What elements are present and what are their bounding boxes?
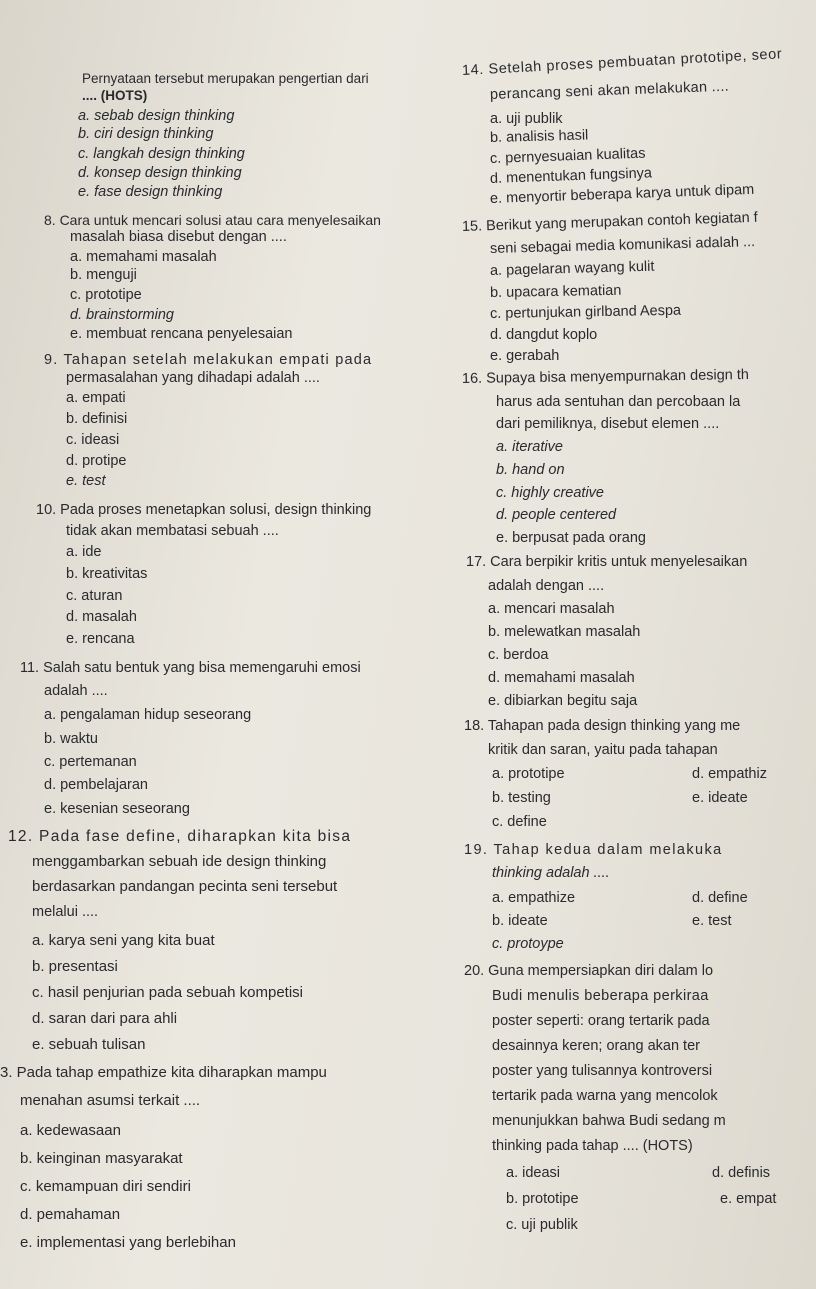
option-c[interactable]: c. protoype (492, 936, 564, 952)
option-d[interactable]: d. brainstorming (70, 307, 174, 323)
question-stem: Pernyataan tersebut merupakan pengertian dari (82, 71, 369, 86)
option-d[interactable]: d. define (692, 890, 748, 906)
option-d[interactable]: d. menentukan fungsinya (489, 165, 653, 187)
option-b[interactable]: b. presentasi (32, 958, 118, 975)
option-a[interactable]: a. memahami masalah (70, 249, 217, 265)
question-stem: perancang seni akan melakukan .... (489, 78, 730, 103)
question-stem: desainnya keren; orang akan ter (492, 1038, 700, 1054)
option-a[interactable]: a. mencari masalah (488, 601, 615, 617)
option-a[interactable]: a. empathize (492, 890, 576, 906)
option-d[interactable]: d. memahami masalah (488, 670, 635, 686)
question-stem: 3. Pada tahap empathize kita diharapkan mampu (0, 1064, 327, 1081)
option-c[interactable]: c. prototipe (70, 287, 142, 303)
option-c[interactable]: c. pernyesuaian kualitas (489, 145, 646, 167)
question-stem: masalah biasa disebut dengan .... (70, 229, 287, 245)
option-a[interactable]: a. iterative (496, 439, 563, 455)
question-stem: thinking adalah .... (492, 865, 610, 881)
option-a[interactable]: a. empati (66, 390, 126, 406)
option-e[interactable]: e. test (692, 913, 732, 929)
option-b[interactable]: b. analisis hasil (489, 127, 589, 146)
question-stem: 20. Guna mempersiapkan diri dalam lo (464, 963, 714, 979)
option-d[interactable]: d. konsep design thinking (78, 165, 242, 181)
option-e[interactable]: e. membuat rencana penyelesaian (70, 326, 293, 342)
option-b[interactable]: b. waktu (44, 731, 98, 747)
option-a[interactable]: a. ideasi (506, 1165, 561, 1181)
option-e[interactable]: e. fase design thinking (78, 184, 223, 200)
option-d[interactable]: d. pemahaman (20, 1206, 121, 1223)
question-stem: 17. Cara berpikir kritis untuk menyelesaikan (466, 554, 748, 570)
option-d[interactable]: d. definis (712, 1165, 771, 1181)
question-stem: 12. Pada fase define, diharapkan kita bisa (8, 828, 352, 845)
option-b[interactable]: b. kreativitas (66, 566, 148, 582)
option-c[interactable]: c. aturan (66, 588, 123, 604)
option-d[interactable]: d. pembelajaran (44, 777, 148, 793)
question-stem: harus ada sentuhan dan percobaan la (496, 394, 741, 410)
option-b[interactable]: b. keinginan masyarakat (20, 1150, 183, 1167)
question-stem: berdasarkan pandangan pecinta seni tersebut (32, 878, 338, 895)
option-c[interactable]: c. langkah design thinking (78, 146, 245, 162)
option-a[interactable]: a. sebab design thinking (78, 108, 235, 124)
option-e[interactable]: e. gerabah (490, 348, 560, 364)
option-c[interactable]: c. kemampuan diri sendiri (20, 1178, 191, 1195)
option-c[interactable]: c. pertunjukan girlband Aespa (489, 302, 682, 322)
question-stem: tertarik pada warna yang mencolok (492, 1088, 718, 1104)
option-b[interactable]: b. ideate (492, 913, 548, 929)
question-stem: 11. Salah satu bentuk yang bisa memengaruhi emosi (20, 660, 361, 676)
question-stem: poster yang tulisannya kontroversi (492, 1063, 713, 1079)
option-c[interactable]: c. define (492, 814, 547, 830)
question-stem: seni sebagai media komunikasi adalah ... (489, 234, 756, 257)
question-stem: 16. Supaya bisa menyempurnakan design th (461, 366, 750, 387)
option-b[interactable]: b. hand on (496, 462, 565, 478)
option-c[interactable]: c. hasil penjurian pada sebuah kompetisi (32, 984, 304, 1001)
question-stem: poster seperti: orang tertarik pada (492, 1013, 710, 1029)
option-b[interactable]: b. upacara kematian (489, 282, 622, 301)
option-e[interactable]: e. berpusat pada orang (496, 530, 646, 546)
option-e[interactable]: e. kesenian seseorang (44, 801, 190, 817)
option-e[interactable]: e. menyortir beberapa karya untuk dipam (489, 181, 755, 207)
option-e[interactable]: e. rencana (66, 631, 135, 647)
option-d[interactable]: d. people centered (496, 507, 617, 523)
option-a[interactable]: a. ide (66, 544, 102, 560)
option-a[interactable]: a. prototipe (492, 766, 565, 782)
question-stem: 15. Berikut yang merupakan contoh kegiatan f (461, 209, 758, 235)
question-stem: tidak akan membatasi sebuah .... (66, 523, 279, 539)
question-stem: 14. Setelah proses pembuatan prototipe, seor (461, 46, 783, 79)
option-b[interactable]: b. menguji (70, 267, 137, 283)
option-e[interactable]: e. dibiarkan begitu saja (488, 693, 638, 709)
option-d[interactable]: d. dangdut koplo (490, 327, 598, 343)
question-stem: Budi menulis beberapa perkiraa (492, 988, 709, 1004)
option-d[interactable]: d. empathiz (692, 766, 767, 782)
option-c[interactable]: c. pertemanan (44, 754, 137, 770)
option-d[interactable]: d. masalah (66, 609, 137, 625)
question-stem: 9. Tahapan setelah melakukan empati pada (44, 352, 373, 368)
option-e[interactable]: e. implementasi yang berlebihan (20, 1234, 236, 1251)
option-e[interactable]: e. test (66, 473, 106, 489)
question-stem: 18. Tahapan pada design thinking yang me (464, 718, 741, 734)
question-stem: 19. Tahap kedua dalam melakuka (464, 842, 723, 858)
option-e[interactable]: e. empat (720, 1191, 777, 1207)
question-stem: .... (HOTS) (82, 88, 148, 103)
option-d[interactable]: d. protipe (66, 453, 127, 469)
option-a[interactable]: a. uji publik (490, 111, 563, 127)
question-stem: dari pemiliknya, disebut elemen .... (496, 416, 720, 432)
question-stem: permasalahan yang dihadapi adalah .... (66, 370, 320, 386)
option-b[interactable]: b. definisi (66, 411, 128, 427)
option-e[interactable]: e. sebuah tulisan (32, 1036, 146, 1053)
question-stem: menggambarkan sebuah ide design thinking (32, 853, 327, 870)
option-b[interactable]: b. ciri design thinking (78, 126, 214, 142)
question-stem: menahan asumsi terkait .... (20, 1092, 201, 1109)
question-stem: thinking pada tahap .... (HOTS) (492, 1138, 693, 1154)
question-stem: 10. Pada proses menetapkan solusi, design thinking (36, 502, 372, 518)
option-b[interactable]: b. melewatkan masalah (488, 624, 641, 640)
option-c[interactable]: c. highly creative (496, 485, 604, 501)
option-a[interactable]: a. pengalaman hidup seseorang (44, 707, 252, 723)
question-stem: adalah dengan .... (488, 578, 605, 594)
option-a[interactable]: a. karya seni yang kita buat (32, 932, 215, 949)
option-e[interactable]: e. ideate (692, 790, 748, 806)
option-a[interactable]: a. pagelaran wayang kulit (489, 258, 655, 279)
question-stem: menunjukkan bahwa Budi sedang m (492, 1113, 726, 1129)
question-stem: melalui .... (32, 904, 99, 920)
option-a[interactable]: a. kedewasaan (20, 1122, 121, 1139)
option-b[interactable]: b. testing (492, 790, 551, 806)
option-c[interactable]: c. berdoa (488, 647, 549, 663)
option-d[interactable]: d. saran dari para ahli (32, 1010, 178, 1027)
question-stem: adalah .... (44, 683, 108, 699)
question-stem: 8. Cara untuk mencari solusi atau cara menyelesaikan (44, 212, 381, 228)
option-c[interactable]: c. ideasi (66, 432, 120, 448)
option-c[interactable]: c. uji publik (506, 1217, 578, 1233)
question-stem: kritik dan saran, yaitu pada tahapan (488, 742, 718, 758)
option-b[interactable]: b. prototipe (506, 1191, 579, 1207)
